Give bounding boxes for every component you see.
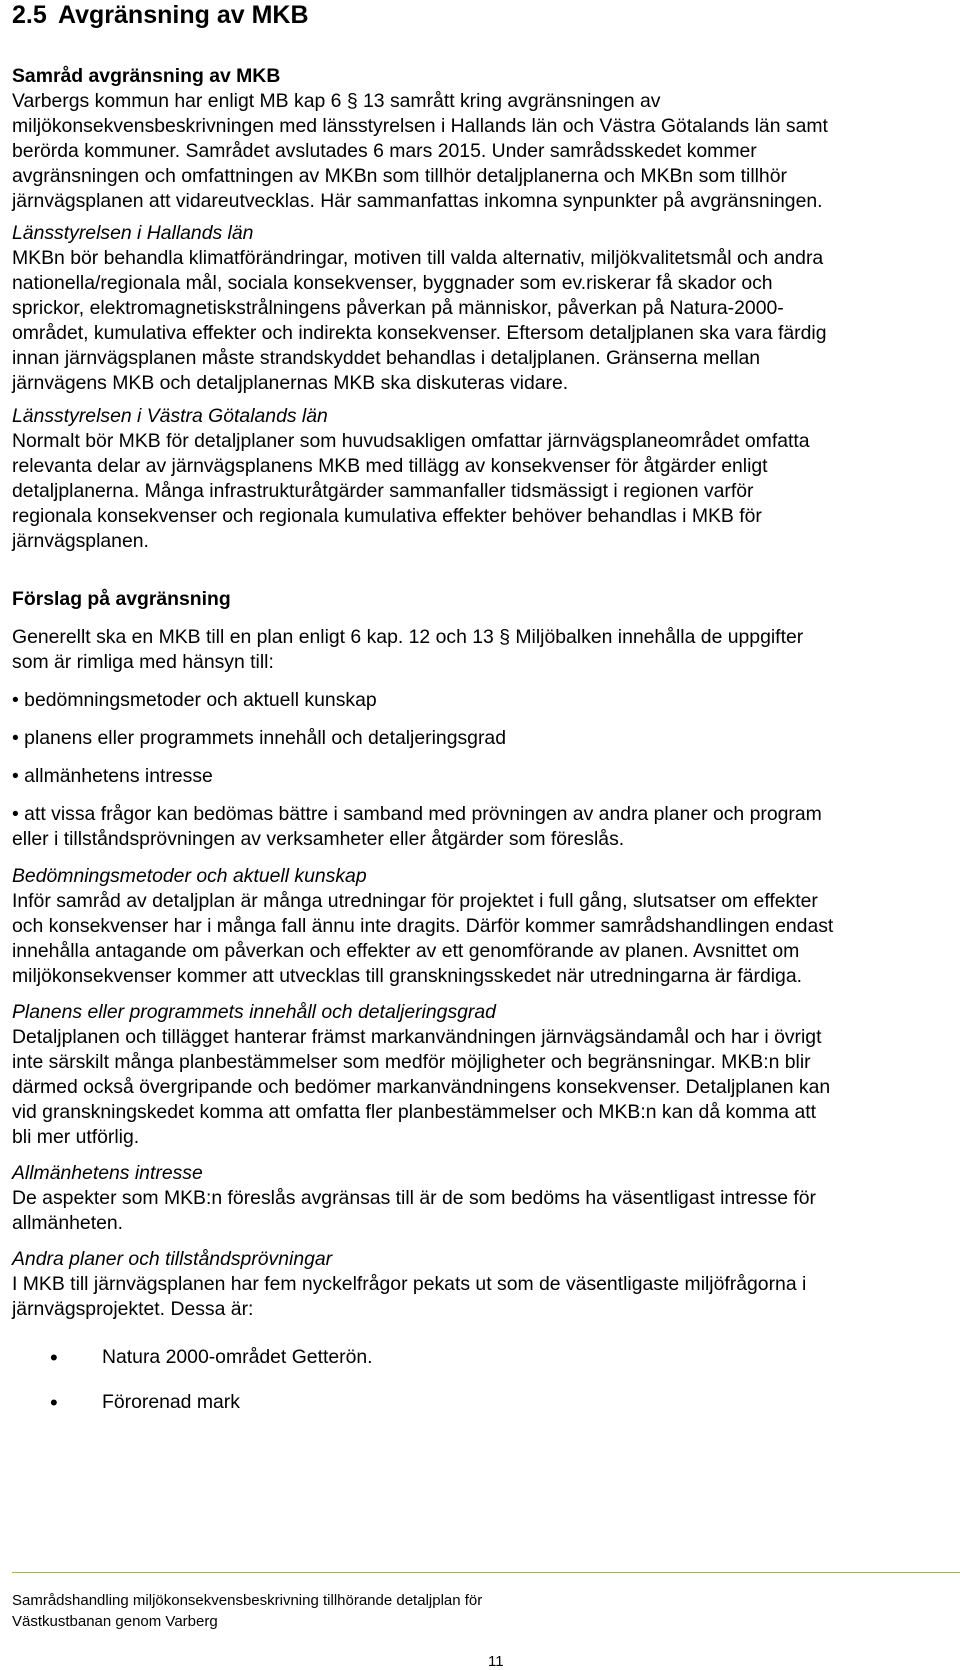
andra-line: järnvägsprojektet. Dessa är:: [12, 1298, 254, 1320]
planens-line: inte särskilt många planbestämmelser som medför möjligheter och begränsningar. MKB:n blir: [12, 1051, 811, 1073]
hallands-line: sprickor, elektromagnetiskstrålningens påverkan på människor, påverkan på Natura-2000-: [12, 297, 784, 319]
forslag-heading: Förslag på avgränsning: [12, 588, 231, 610]
planens-line: därmed också övergripande och bedömer markanvändningens konsekvenser. Detaljplanen kan: [12, 1076, 831, 1098]
hallands-line: nationella/regionala mål, sociala konsekvenser, byggnader som ev.riskerar få skador och: [12, 272, 773, 294]
bedomning-line: Inför samråd av detaljplan är många utredningar för projektet i full gång, slutsatser om effekter: [12, 890, 818, 912]
bedomning-line: och konsekvenser har i många fall ännu inte dragits. Därför kommer samrådshandlingen endast: [12, 915, 834, 937]
page-number: 11: [488, 1653, 504, 1670]
allman-line: allmänheten.: [12, 1212, 124, 1234]
vastra-line: Normalt bör MKB för detaljplaner som huvudsakligen omfattar järnvägsplaneområdet omfatta: [12, 430, 810, 452]
allman-line: De aspekter som MKB:n föreslås avgränsas till är de som bedöms ha väsentligast intresse för: [12, 1187, 816, 1209]
samrad-line: berörda kommuner. Samrådet avslutades 6 mars 2015. Under samrådsskedet kommer: [12, 140, 757, 162]
forslag-bullet-item: • att vissa frågor kan bedömas bättre i samband med prövningen av andra planer och program: [12, 803, 822, 825]
bedomning-line: miljökonsekvenser kommer att utvecklas till granskningsskedet när utredningarna är färdiga.: [12, 965, 803, 987]
forslag-bullet-continuation: eller i tillståndsprövningen av verksamheter eller åtgärder som föreslås.: [12, 828, 625, 850]
vastra-line: detaljplanerna. Många infrastrukturåtgärder sammanfaller tidsmässigt i regionen varför: [12, 480, 754, 502]
planens-line: Detaljplanen och tillägget hanterar främst markanvändningen järnvägsändamål och har i övrigt: [12, 1026, 822, 1048]
bullet-dot-icon: •: [50, 1345, 58, 1370]
bedomning-line: innehålla antagande om påverkan och effekter av ett genomförande av planen. Avsnittet om: [12, 940, 800, 962]
hallands-line: innan järnvägsplanen måste strandskyddet behandlas i detaljplanen. Gränserna mellan: [12, 347, 761, 369]
forslag-bullet-item: • allmänhetens intresse: [12, 765, 213, 787]
footer-line: Västkustbanan genom Varberg: [12, 1613, 218, 1630]
andra-bullet-text: Natura 2000-området Getterön.: [102, 1346, 373, 1368]
planens-heading: Planens eller programmets innehåll och detaljeringsgrad: [12, 1001, 496, 1023]
forslag-intro-line: Generellt ska en MKB till en plan enligt 6 kap. 12 och 13 § Miljöbalken innehålla de uppgifter: [12, 626, 804, 648]
forslag-bullet-item: • bedömningsmetoder och aktuell kunskap: [12, 689, 377, 711]
allman-heading: Allmänhetens intresse: [12, 1162, 203, 1184]
forslag-bullet-item: • planens eller programmets innehåll och detaljeringsgrad: [12, 727, 506, 749]
hallands-line: området, kumulativa effekter och indirekta konsekvenser. Eftersom detaljplanen ska vara färdig: [12, 322, 827, 344]
andra-heading: Andra planer och tillståndsprövningar: [12, 1248, 333, 1270]
andra-line: I MKB till järnvägsplanen har fem nyckelfrågor pekats ut som de väsentligaste miljöfrågorna i: [12, 1273, 807, 1295]
samrad-line: avgränsningen och omfattningen av MKBn som tillhör detaljplanerna och MKBn som tillhör: [12, 165, 787, 187]
vastra-line: järnvägsplanen.: [12, 530, 149, 552]
andra-bullet-text: Förorenad mark: [102, 1391, 240, 1413]
samrad-line: miljökonsekvensbeskrivningen med länsstyrelsen i Hallands län och Västra Götalands län samt: [12, 115, 828, 137]
footer-divider: [12, 1572, 960, 1573]
section-heading: [12, 1, 309, 30]
footer-line: Samrådshandling miljökonsekvensbeskrivning tillhörande detaljplan för: [12, 1592, 483, 1609]
samrad-line: Varbergs kommun har enligt MB kap 6 § 13 samrått kring avgränsningen av: [12, 90, 661, 112]
bullet-dot-icon: •: [50, 1390, 58, 1415]
hallands-line: järnvägens MKB och detaljplanernas MKB ska diskuteras vidare.: [12, 372, 569, 394]
vastra-heading: Länsstyrelsen i Västra Götalands län: [12, 405, 328, 427]
bedomning-heading: Bedömningsmetoder och aktuell kunskap: [12, 865, 367, 887]
samrad-heading: Samråd avgränsning av MKB: [12, 65, 281, 87]
samrad-line: järnvägsplanen att vidareutvecklas. Här sammanfattas inkomna synpunkter på avgränsningen.: [12, 190, 823, 212]
hallands-heading: Länsstyrelsen i Hallands län: [12, 222, 254, 244]
vastra-line: regionala konsekvenser och regionala kumulativa effekter behöver behandlas i MKB för: [12, 505, 762, 527]
forslag-intro-line: som är rimliga med hänsyn till:: [12, 651, 274, 673]
vastra-line: relevanta delar av järnvägsplanens MKB med tillägg av konsekvenser för åtgärder enligt: [12, 455, 768, 477]
section-number: 2.5: [12, 1, 47, 29]
hallands-line: MKBn bör behandla klimatförändringar, motiven till valda alternativ, miljökvalitetsmål och andra: [12, 247, 824, 269]
planens-line: bli mer utförlig.: [12, 1126, 140, 1148]
section-title: Avgränsning av MKB: [58, 1, 309, 29]
planens-line: vid granskningskedet komma att omfatta fler planbestämmelser och MKB:n kan då komma att: [12, 1101, 817, 1123]
